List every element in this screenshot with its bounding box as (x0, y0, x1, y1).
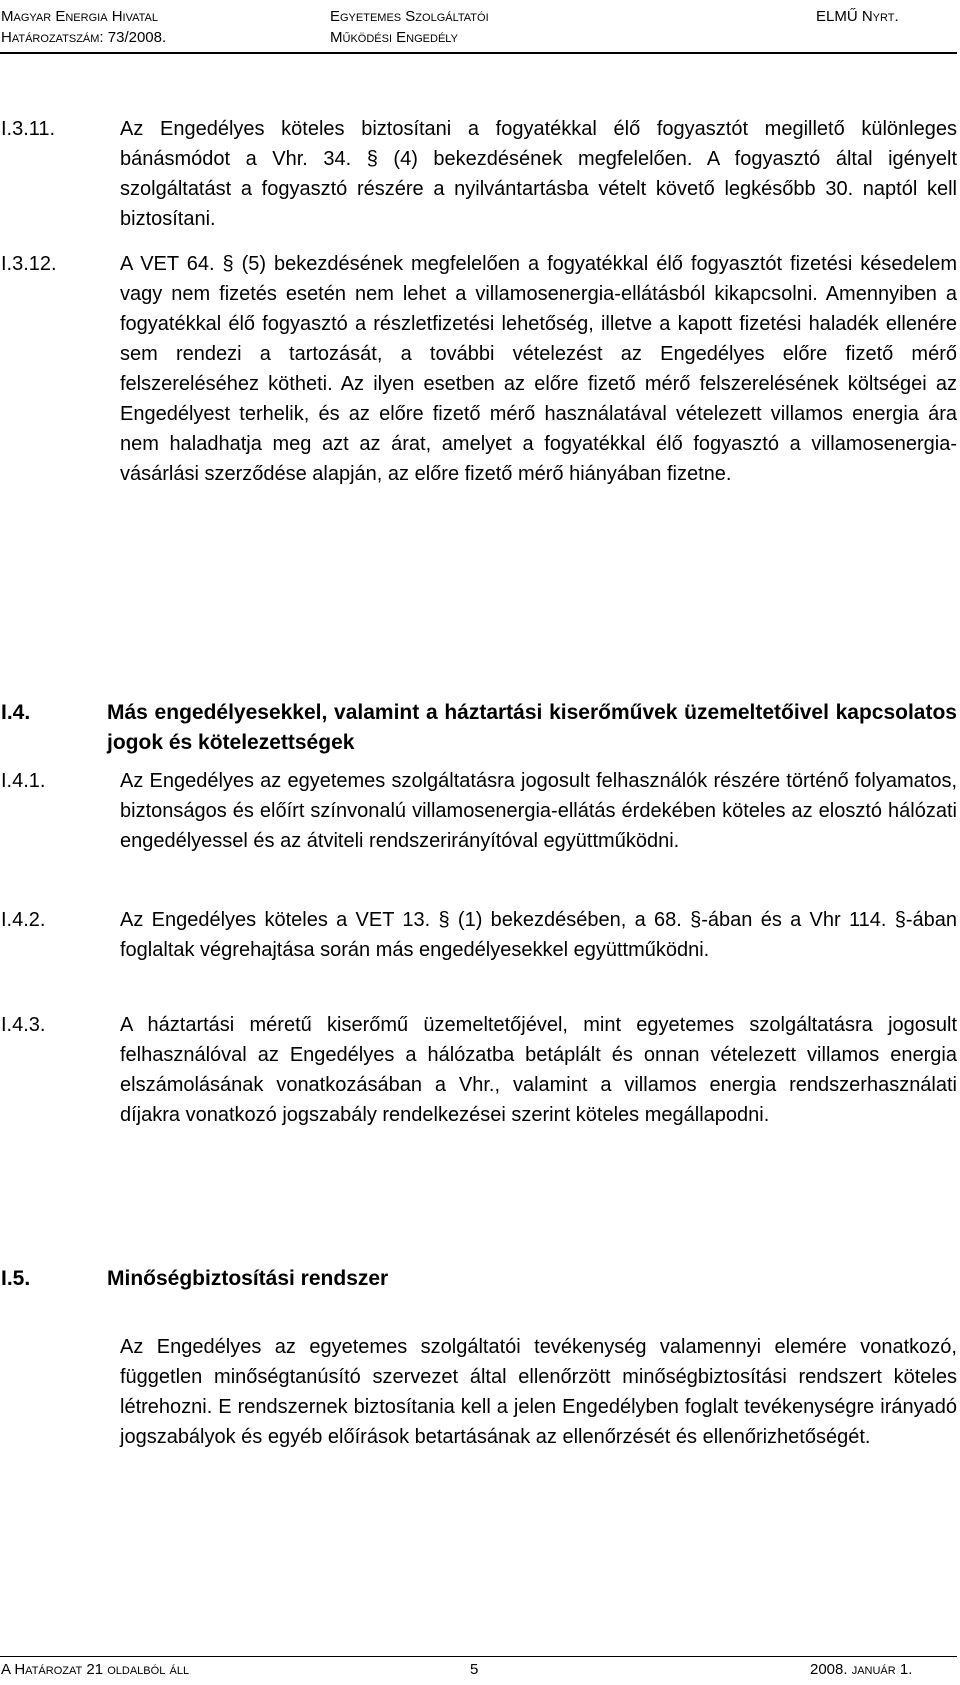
footer-date: 2008. január 1. (810, 1661, 913, 1678)
header-left (1, 6, 166, 48)
header-resolution-number: Határozatszám: 73/2008. (1, 29, 167, 46)
footer-page-count: A Határozat 21 oldalból áll (1, 1661, 190, 1678)
section-number-i-4-2: I.4.2. (1, 909, 46, 931)
heading-title-i-4: Más engedélyesekkel, valamint a háztartási kiserőművek üzemeltetőivel kapcsolatos jogok és kötelezettségek (107, 701, 957, 754)
section-text-i-4-1: Az Engedélyes az egyetemes szolgáltatásra jogosult felhasználók részére történő folyamatos, biztonságos és előírt színvonalú villamosenergia-ellátás érdekében köteles az elosztó hálózati engedélyessel és az átviteli rendszerirányítóval együttműködni. (120, 770, 957, 852)
heading-number-i-5: I.5. (1, 1267, 31, 1290)
section-number-i-4-1: I.4.1. (1, 770, 46, 792)
heading-title-i-5: Minőségbiztosítási rendszer (107, 1267, 389, 1290)
section-text-i-3-12: A VET 64. § (5) bekezdésének megfelelően a fogyatékkal élő fogyasztót fizetési késedelem vagy nem fizetés esetén nem lehet a villamosenergia-ellátásból kikapcsolni. Amennyiben a fogyatékkal élő fogyasztó a részletfizetési lehetőség, illetve a kapott fizetési haladék ellenére sem rendezi a tartozását, a további vételezést az Engedélyes előre fizető mérő felszereléséhez kötheti. Az ilyen esetben az előre fizető mérő felszerelésének költségei az Engedélyest terhelik, és az előre fizető mérő használatával vételezett villamos energia ára nem haladhatja meg azt az árat, amelyet a fogyatékkal élő fogyasztó a villamosenergia-vásárlási szerződése alapján, az előre fizető mérő hiányában fizetne. (120, 253, 957, 485)
footer-page-number: 5 (470, 1661, 479, 1678)
page-header (0, 6, 960, 50)
section-number-i-3-11: I.3.11. (1, 118, 56, 140)
header-right (816, 6, 899, 27)
section-number-i-3-12: I.3.12. (1, 253, 57, 275)
section-text-i-3-11: Az Engedélyes köteles biztosítani a fogyatékkal élő fogyasztót megillető különleges bánásmódot a Vhr. 34. § (4) bekezdésének megfelelően. A fogyasztó által igényelt szolgáltatást a fogyasztó részére a nyilvántartásba vételt követő legkésőbb 30. naptól kell biztosítani. (120, 118, 957, 230)
header-license-type-line2: Működési Engedély (330, 29, 458, 46)
header-license-type-line1: Egyetemes Szolgáltatói (330, 8, 489, 25)
header-office: Magyar Energia Hivatal (1, 8, 158, 25)
footer-divider (0, 1656, 957, 1657)
header-middle (330, 6, 489, 48)
section-number-i-4-3: I.4.3. (1, 1014, 46, 1036)
header-company: ELMŰ Nyrt. (816, 8, 899, 25)
section-text-i-4-3: A háztartási méretű kiserőmű üzemeltetőjével, mint egyetemes szolgáltatásra jogosult felhasználóval az Engedélyes a hálózatba betáplált és onnan vételezett villamos energia elszámolásának vonatkozásában a Vhr., valamint a villamos energia rendszerhasználati díjakra vonatkozó jogszabály rendelkezései szerint köteles megállapodni. (120, 1014, 957, 1126)
section-text-i-5: Az Engedélyes az egyetemes szolgáltatói tevékenység valamennyi elemére vonatkozó, független minőségtanúsító szervezet által ellenőrzött minőségbiztosítási rendszert köteles létrehozni. E rendszernek biztosítania kell a jelen Engedélyben foglalt tevékenységre irányadó jogszabályok és egyéb előírások betartásának az ellenőrzését és ellenőrizhetőségét. (120, 1336, 957, 1448)
heading-number-i-4: I.4. (1, 701, 31, 724)
section-text-i-4-2: Az Engedélyes köteles a VET 13. § (1) bekezdésében, a 68. §-ában és a Vhr 114. §-ában foglaltak végrehajtása során más engedélyesekkel együttműködni. (120, 909, 957, 961)
header-divider (0, 52, 957, 54)
